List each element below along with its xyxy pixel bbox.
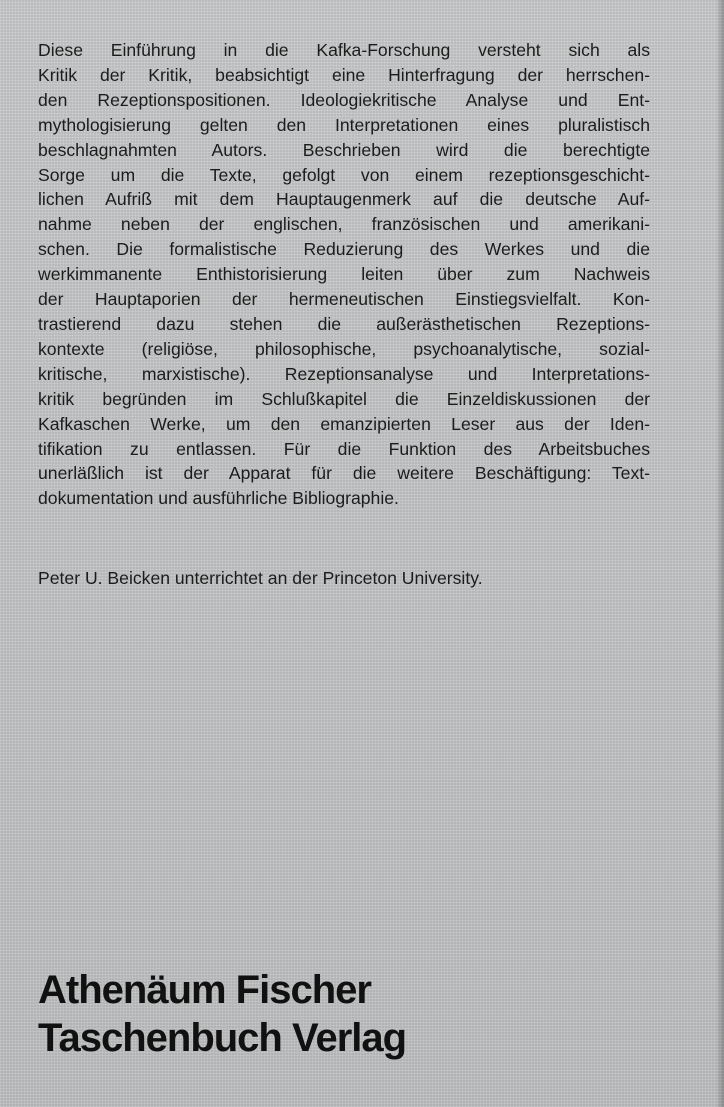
blurb-line: nahme neben der englischen, französischen und amerikani- bbox=[38, 214, 650, 235]
blurb-line: schen. Die formalistische Reduzierung des Werkes und die bbox=[38, 239, 650, 260]
blurb-line: beschlagnahmten Autors. Beschrieben wird die berechtigte bbox=[38, 139, 650, 160]
blurb-line: trastierend dazu stehen die außerästhetischen Rezeptions- bbox=[38, 313, 650, 334]
blurb-line: kontexte (religiöse, philosophische, psychoanalytische, sozial- bbox=[38, 338, 650, 359]
blurb-line: Sorge um die Texte, gefolgt von einem rezeptionsgeschicht- bbox=[38, 164, 650, 185]
blurb-line: unerläßlich ist der Apparat für die weitere Beschäftigung: Text- bbox=[38, 463, 650, 484]
blurb-line: den Rezeptionspositionen. Ideologiekritische Analyse und Ent- bbox=[38, 89, 650, 110]
blurb-line: dokumentation und ausführliche Bibliographie. bbox=[38, 488, 399, 509]
blurb-line: der Hauptaporien der hermeneutischen Einstiegsvielfalt. Kon- bbox=[38, 289, 650, 310]
cover-edge-shadow bbox=[716, 0, 724, 1107]
blurb-line: Diese Einführung in die Kafka-Forschung versteht sich als bbox=[38, 40, 650, 60]
blurb-line: Kritik der Kritik, beabsichtigt eine Hinterfragung der herrschen- bbox=[38, 64, 650, 85]
publisher-name-line-1: Athenäum Fischer bbox=[38, 968, 371, 1012]
blurb-line: werkimmanente Enthistorisierung leiten über zum Nachweis bbox=[38, 264, 650, 285]
publisher-logo bbox=[38, 966, 406, 1062]
blurb-line: Kafkaschen Werke, um den emanzipierten Leser aus der Iden- bbox=[38, 413, 650, 434]
blurb-line: lichen Aufriß mit dem Hauptaugenmerk auf die deutsche Auf- bbox=[38, 189, 650, 210]
publisher-name-line-2: Taschenbuch Verlag bbox=[38, 1016, 407, 1060]
blurb-line: mythologisierung gelten den Interpretationen eines pluralistisch bbox=[38, 114, 650, 135]
blurb-line: kritische, marxistische). Rezeptionsanalyse und Interpretations- bbox=[38, 363, 650, 384]
blurb-line: kritik begründen im Schlußkapitel die Einzeldiskussionen der bbox=[38, 388, 650, 409]
blurb-line: tifikation zu entlassen. Für die Funktion des Arbeitsbuches bbox=[38, 438, 650, 459]
blurb-text bbox=[38, 38, 650, 511]
author-note: Peter U. Beicken unterrichtet an der Princeton University. bbox=[38, 568, 483, 588]
